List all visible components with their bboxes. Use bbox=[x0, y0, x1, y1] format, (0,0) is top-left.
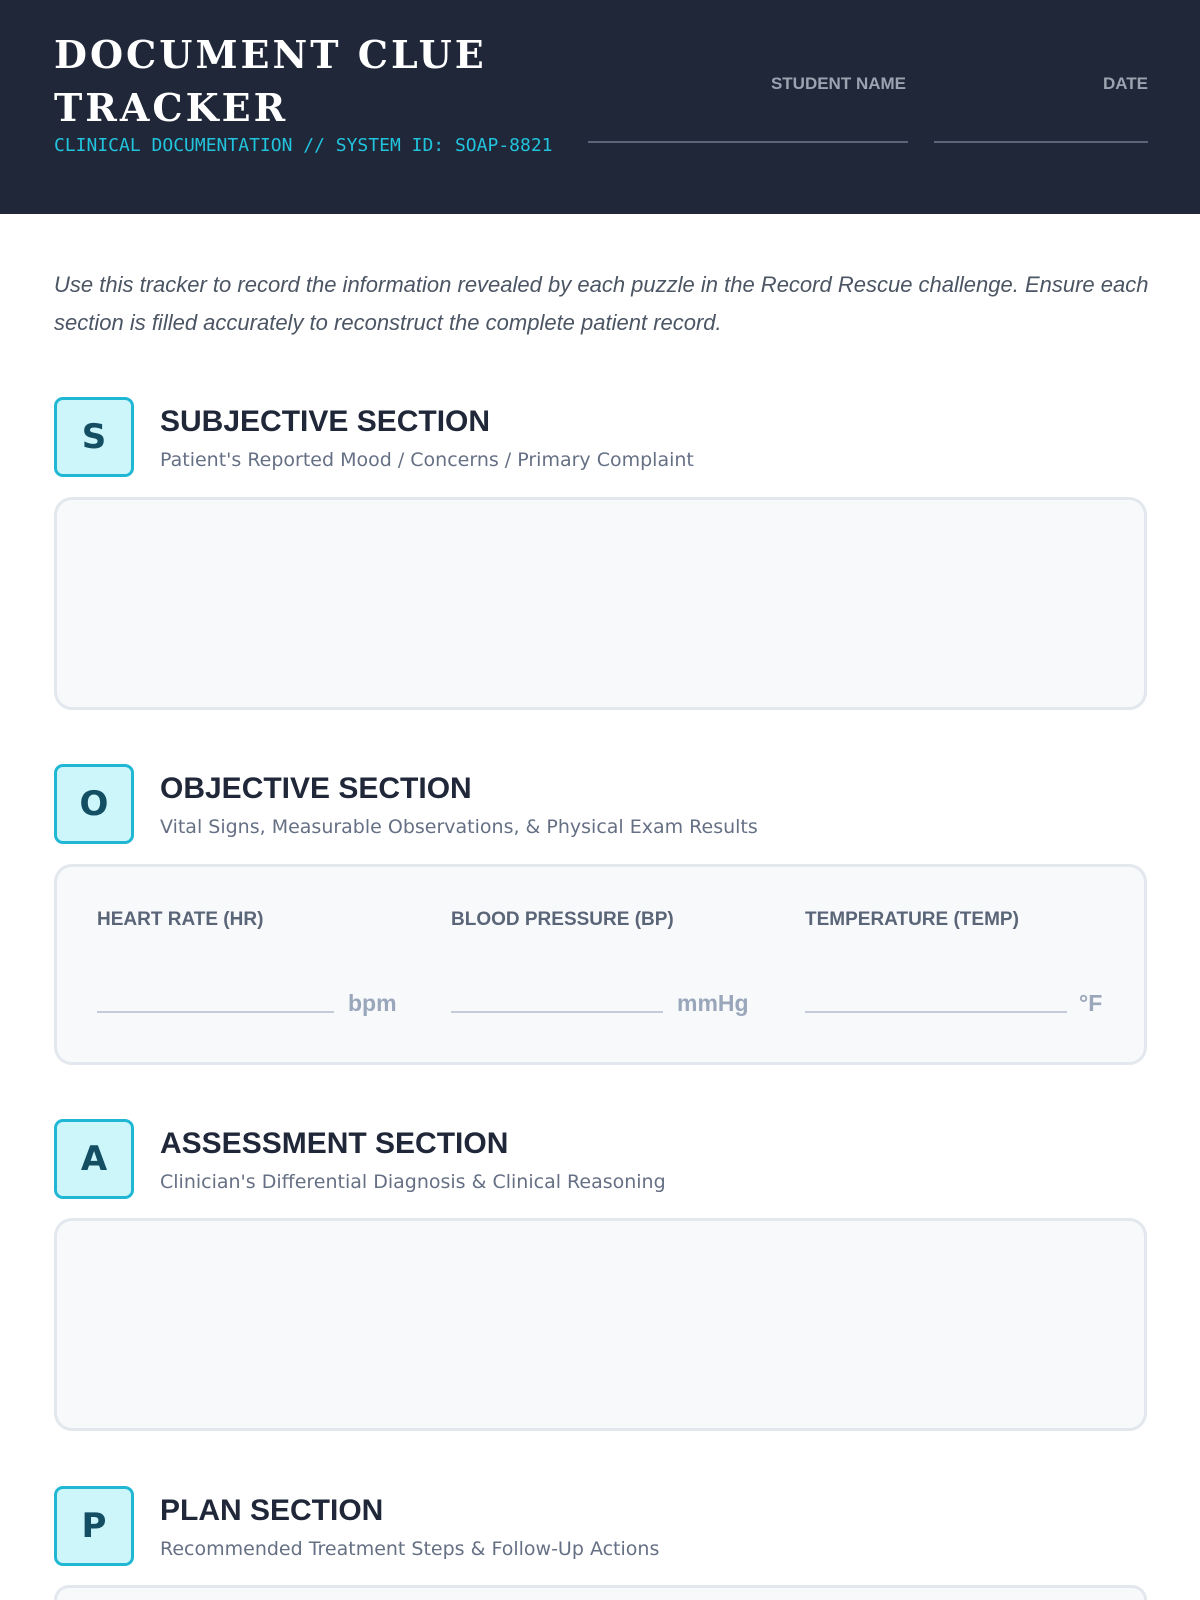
section-title-plan: PLAN SECTION bbox=[160, 1494, 384, 1527]
section-badge-o: O bbox=[54, 764, 134, 844]
section-title-objective: OBJECTIVE SECTION bbox=[160, 772, 472, 805]
section-badge-s: S bbox=[54, 397, 134, 477]
section-badge-a: A bbox=[54, 1119, 134, 1199]
section-subtitle-assessment: Clinician's Differential Diagnosis & Clinical Reasoning bbox=[160, 1171, 666, 1193]
section-title-subjective: SUBJECTIVE SECTION bbox=[160, 405, 491, 438]
assessment-input-box[interactable] bbox=[54, 1218, 1147, 1431]
blood-pressure-label: BLOOD PRESSURE (BP) bbox=[451, 909, 674, 930]
heart-rate-field[interactable] bbox=[97, 1011, 334, 1013]
system-id: CLINICAL DOCUMENTATION // SYSTEM ID: SOAP-8821 bbox=[54, 135, 553, 156]
section-badge-p: P bbox=[54, 1486, 134, 1566]
student-name-field[interactable] bbox=[588, 141, 908, 143]
blood-pressure-field[interactable] bbox=[451, 1011, 663, 1013]
page-header bbox=[0, 0, 1200, 214]
student-name-label: STUDENT NAME bbox=[770, 74, 906, 93]
plan-input-box[interactable] bbox=[54, 1585, 1147, 1600]
blood-pressure-unit: mmHg bbox=[677, 990, 749, 1016]
page-title: DOCUMENT CLUE TRACKER bbox=[54, 32, 487, 130]
temperature-label: TEMPERATURE (TEMP) bbox=[805, 909, 1019, 930]
objective-vitals-box bbox=[54, 864, 1147, 1065]
date-label: DATE bbox=[1102, 74, 1148, 93]
heart-rate-unit: bpm bbox=[348, 990, 397, 1016]
heart-rate-label: HEART RATE (HR) bbox=[97, 909, 264, 930]
temperature-unit: °F bbox=[1079, 990, 1103, 1016]
subjective-input-box[interactable] bbox=[54, 497, 1147, 710]
section-subtitle-plan: Recommended Treatment Steps & Follow-Up Actions bbox=[160, 1538, 660, 1560]
date-field[interactable] bbox=[934, 141, 1148, 143]
section-subtitle-objective: Vital Signs, Measurable Observations, & Physical Exam Results bbox=[160, 816, 758, 838]
intro-text: Use this tracker to record the information revealed by each puzzle in the Record Rescue challenge. Ensure each section is filled accurately to reconstruct the complete patient record. bbox=[54, 272, 1149, 335]
temperature-field[interactable] bbox=[805, 1011, 1067, 1013]
section-subtitle-subjective: Patient's Reported Mood / Concerns / Primary Complaint bbox=[160, 449, 694, 471]
section-title-assessment: ASSESSMENT SECTION bbox=[160, 1127, 509, 1160]
